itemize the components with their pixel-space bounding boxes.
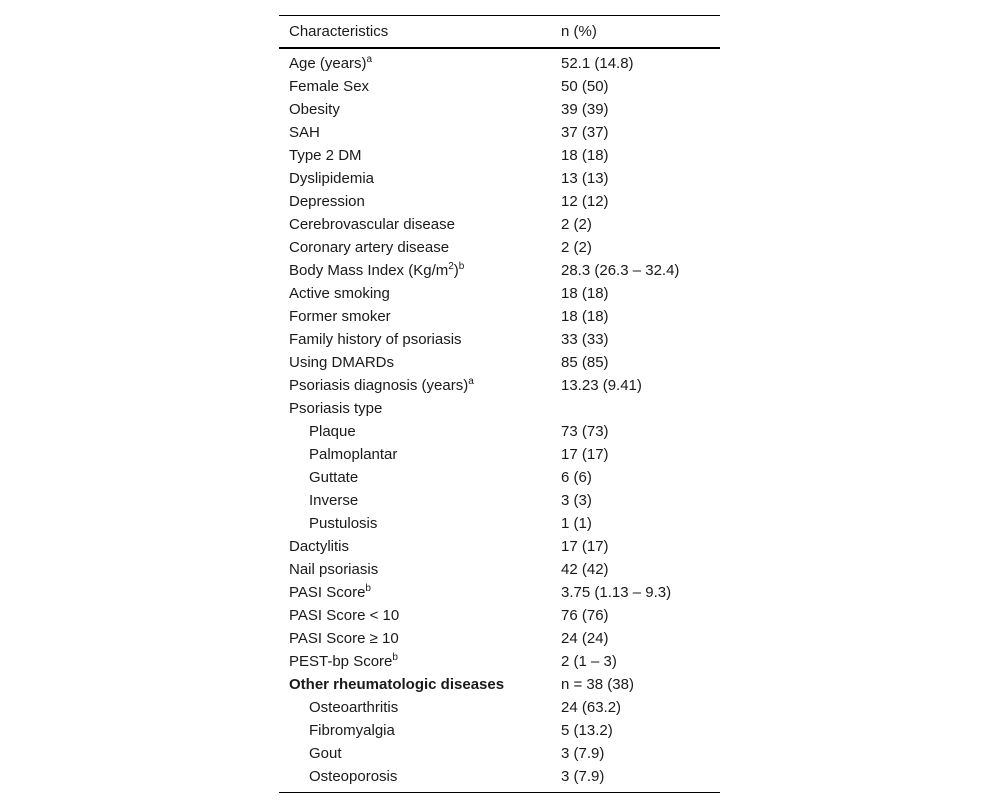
characteristics-table-container <box>279 15 720 793</box>
row-characteristic <box>279 489 551 512</box>
table-row <box>279 558 720 581</box>
table-row <box>279 581 720 604</box>
row-characteristic <box>279 121 551 144</box>
table-row <box>279 627 720 650</box>
footnote-marker: b <box>458 261 465 272</box>
table-row <box>279 167 720 190</box>
row-value: 24 (63.2) <box>561 699 622 716</box>
row-characteristic <box>279 512 551 535</box>
row-value: 2 (2) <box>561 216 592 233</box>
table-row <box>279 742 720 765</box>
row-value: n = 38 (38) <box>561 676 634 693</box>
characteristic-label: Depression <box>289 193 365 210</box>
characteristics-table <box>279 15 720 793</box>
table-row <box>279 535 720 558</box>
row-characteristic <box>279 305 551 328</box>
row-characteristic <box>279 190 551 213</box>
characteristic-label: Active smoking <box>289 285 390 302</box>
table-body <box>279 48 720 793</box>
characteristic-label: PASI Score <box>289 584 366 601</box>
row-value: 13.23 (9.41) <box>561 377 642 394</box>
row-value: 2 (1 – 3) <box>561 653 617 670</box>
header-n-percent: n (%) <box>561 23 597 40</box>
row-characteristic <box>279 443 551 466</box>
characteristic-label: Family history of psoriasis <box>289 331 462 348</box>
row-characteristic <box>279 75 551 98</box>
footnote-marker: b <box>365 583 371 594</box>
row-value: 3 (3) <box>561 492 592 509</box>
characteristic-label: Pustulosis <box>309 515 378 532</box>
table-row <box>279 673 720 696</box>
characteristic-label: Fibromyalgia <box>309 722 395 739</box>
row-value: 18 (18) <box>561 147 609 164</box>
row-characteristic <box>279 282 551 305</box>
header-characteristics: Characteristics <box>289 23 389 40</box>
row-value: 6 (6) <box>561 469 592 486</box>
characteristic-label: Other rheumatologic diseases <box>289 676 505 693</box>
row-value: 24 (24) <box>561 630 609 647</box>
row-characteristic <box>279 604 551 627</box>
table-row <box>279 512 720 535</box>
characteristic-label: Using DMARDs <box>289 354 395 371</box>
table-row <box>279 75 720 98</box>
row-value: 2 (2) <box>561 239 592 256</box>
table-row <box>279 328 720 351</box>
row-value: 39 (39) <box>561 101 609 118</box>
row-value: 3 (7.9) <box>561 768 605 785</box>
row-value: 76 (76) <box>561 607 609 624</box>
row-value: 3.75 (1.13 – 9.3) <box>561 584 672 601</box>
table-row <box>279 236 720 259</box>
table-row <box>279 305 720 328</box>
row-characteristic <box>279 374 551 397</box>
characteristic-label: Cerebrovascular disease <box>289 216 455 233</box>
row-value: 52.1 (14.8) <box>561 55 634 72</box>
table-row <box>279 48 720 75</box>
row-characteristic <box>279 719 551 742</box>
row-characteristic <box>279 213 551 236</box>
characteristic-label: Osteoporosis <box>309 768 398 785</box>
row-value: 42 (42) <box>561 561 609 578</box>
row-characteristic <box>279 696 551 719</box>
row-characteristic <box>279 558 551 581</box>
table-row <box>279 719 720 742</box>
characteristic-label: Gout <box>309 745 342 762</box>
row-value: 37 (37) <box>561 124 609 141</box>
table-row <box>279 282 720 305</box>
characteristic-label: Type 2 DM <box>289 147 362 164</box>
row-characteristic <box>279 535 551 558</box>
characteristic-label: Osteoarthritis <box>309 699 399 716</box>
row-characteristic <box>279 167 551 190</box>
unit-exponent: 2 <box>448 261 454 272</box>
row-value <box>551 397 720 420</box>
row-characteristic <box>279 673 551 696</box>
table-row <box>279 696 720 719</box>
row-characteristic <box>279 466 551 489</box>
row-characteristic <box>279 48 551 75</box>
row-value: 17 (17) <box>561 446 609 463</box>
table-row <box>279 213 720 236</box>
row-value: 17 (17) <box>561 538 609 555</box>
characteristic-label-tail: ) <box>453 262 459 279</box>
row-value: 33 (33) <box>561 331 609 348</box>
characteristic-label: Female Sex <box>289 78 370 95</box>
characteristic-label: Body Mass Index (Kg/m <box>289 262 449 279</box>
row-value: 12 (12) <box>561 193 609 210</box>
row-characteristic <box>279 742 551 765</box>
row-characteristic <box>279 351 551 374</box>
characteristic-label: PEST-bp Score <box>289 653 393 670</box>
characteristic-label: Age (years) <box>289 55 367 72</box>
row-characteristic <box>279 397 551 420</box>
row-value: 18 (18) <box>561 308 609 325</box>
row-value: 73 (73) <box>561 423 609 440</box>
footnote-marker: a <box>468 376 474 387</box>
table-row <box>279 420 720 443</box>
characteristic-label: Psoriasis type <box>289 400 383 417</box>
footnote-marker: b <box>392 652 398 663</box>
characteristic-label: Coronary artery disease <box>289 239 450 256</box>
table-row <box>279 489 720 512</box>
row-value: 50 (50) <box>561 78 609 95</box>
row-value: 13 (13) <box>561 170 609 187</box>
table-row <box>279 466 720 489</box>
characteristic-label: Psoriasis diagnosis (years) <box>289 377 469 394</box>
table-row <box>279 650 720 673</box>
row-characteristic <box>279 765 551 793</box>
row-characteristic <box>279 328 551 351</box>
table-header-row <box>279 16 720 49</box>
characteristic-label: Dyslipidemia <box>289 170 375 187</box>
characteristic-label: Plaque <box>309 423 356 440</box>
row-characteristic <box>279 236 551 259</box>
characteristic-label: Guttate <box>309 469 359 486</box>
characteristic-label: Inverse <box>309 492 359 509</box>
characteristic-label: Dactylitis <box>289 538 350 555</box>
row-characteristic <box>279 420 551 443</box>
characteristic-label: PASI Score < 10 <box>289 607 400 624</box>
table-row <box>279 121 720 144</box>
row-value: 1 (1) <box>561 515 592 532</box>
table-row <box>279 397 720 420</box>
row-characteristic <box>279 259 551 282</box>
table-row <box>279 765 720 793</box>
row-value: 3 (7.9) <box>561 745 605 762</box>
table-row <box>279 259 720 282</box>
characteristic-label: Palmoplantar <box>309 446 398 463</box>
characteristic-label: Nail psoriasis <box>289 561 379 578</box>
table-row <box>279 351 720 374</box>
characteristic-label: SAH <box>289 124 320 141</box>
row-value: 5 (13.2) <box>561 722 613 739</box>
row-characteristic <box>279 650 551 673</box>
row-characteristic <box>279 581 551 604</box>
table-row <box>279 604 720 627</box>
row-characteristic <box>279 144 551 167</box>
characteristic-label: Former smoker <box>289 308 391 325</box>
characteristic-label: PASI Score ≥ 10 <box>289 630 399 647</box>
row-value: 18 (18) <box>561 285 609 302</box>
row-characteristic <box>279 627 551 650</box>
table-row <box>279 190 720 213</box>
table-row <box>279 443 720 466</box>
row-value: 85 (85) <box>561 354 609 371</box>
characteristic-label: Obesity <box>289 101 340 118</box>
table-row <box>279 144 720 167</box>
footnote-marker: a <box>366 54 373 65</box>
row-characteristic <box>279 98 551 121</box>
table-row <box>279 374 720 397</box>
row-value: 28.3 (26.3 – 32.4) <box>561 262 680 279</box>
table-row <box>279 98 720 121</box>
